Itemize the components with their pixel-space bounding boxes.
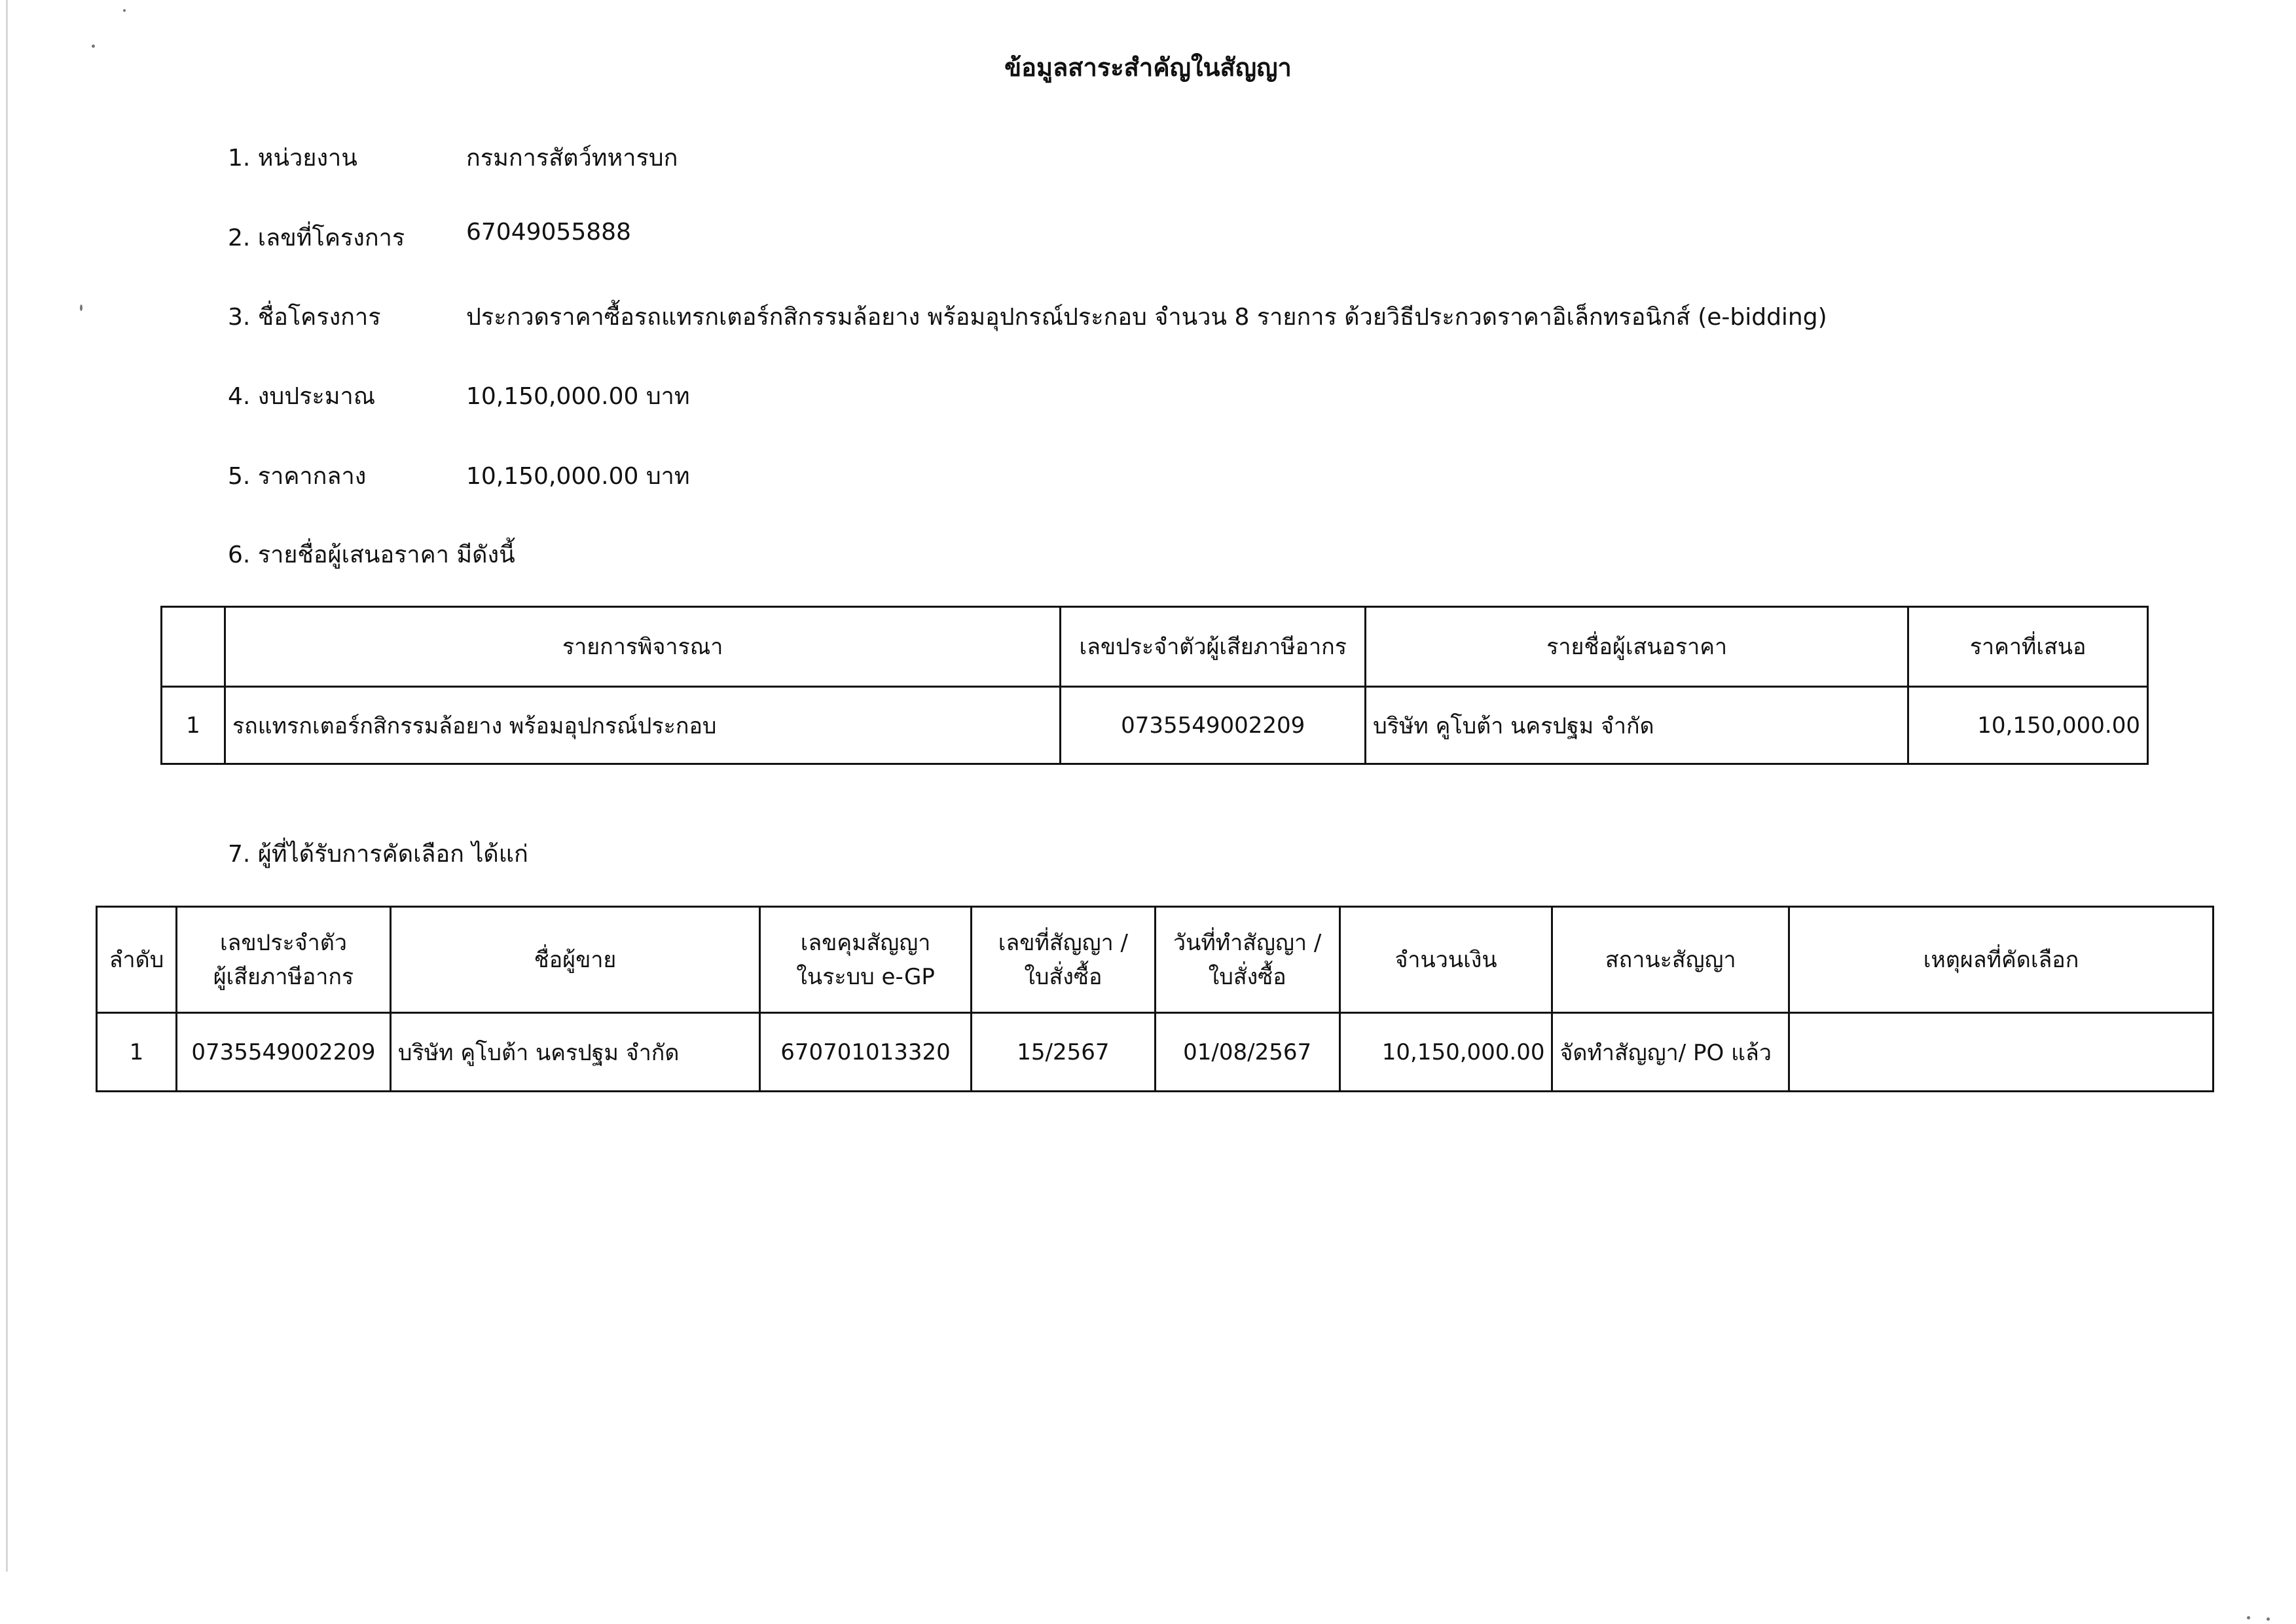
- bidders-table-header-row: [162, 607, 2148, 687]
- selected-vendor-header-row: [97, 907, 2214, 1013]
- vendor-cell-tax-id: 0735549002209: [176, 1013, 390, 1092]
- bidders-cell-index: 1: [162, 687, 225, 764]
- bidders-header-index: [162, 607, 225, 687]
- bidders-cell-tax-id: 0735549002209: [1061, 687, 1366, 764]
- field-label-project-number: 2. เลขที่โครงการ: [228, 225, 405, 251]
- table-row: [162, 687, 2148, 764]
- field-label-median-price: 5. ราคากลาง: [228, 463, 367, 490]
- scan-speck: [2247, 1616, 2250, 1619]
- bidders-header-item: รายการพิจารณา: [225, 607, 1060, 687]
- vendor-header-egp-number: เลขคุมสัญญา ในระบบ e-GP: [760, 907, 972, 1013]
- bidders-cell-offer-price: 10,150,000.00: [1908, 687, 2148, 764]
- bidders-header-offer-price: ราคาที่เสนอ: [1908, 607, 2148, 687]
- table-row: [97, 1013, 2214, 1092]
- vendor-header-seller-name: ชื่อผู้ขาย: [390, 907, 759, 1013]
- vendor-header-contract-date: วันที่ทำสัญญา / ใบสั่งซื้อ: [1155, 907, 1339, 1013]
- vendor-header-order: ลำดับ: [97, 907, 177, 1013]
- vendor-header-selection-reason: เหตุผลที่คัดเลือก: [1789, 907, 2214, 1013]
- section7-label: 7. ผู้ที่ได้รับการคัดเลือก ได้แก่: [228, 841, 528, 868]
- vendor-cell-contract-number: 15/2567: [971, 1013, 1155, 1092]
- bidders-table: [160, 606, 2149, 765]
- selected-vendor-table: [96, 906, 2214, 1092]
- vendor-header-amount: จำนวนเงิน: [1339, 907, 1552, 1013]
- vendor-cell-order: 1: [97, 1013, 177, 1092]
- scan-speck: [123, 9, 126, 12]
- field-value-project-name: ประกวดราคาซื้อรถแทรกเตอร์กสิกรรมล้อยาง พร้อมอุปกรณ์ประกอบ จำนวน 8 รายการ ด้วยวิธีประกวดราคาอิเล็กทรอนิกส์ (e-bidding): [466, 304, 1827, 331]
- vendor-cell-contract-date: 01/08/2567: [1155, 1013, 1339, 1092]
- bidders-cell-bidder-name: บริษัท คูโบต้า นครปฐม จำกัด: [1366, 687, 1908, 764]
- field-label-agency: 1. หน่วยงาน: [228, 145, 357, 172]
- field-label-project-name: 3. ชื่อโครงการ: [228, 304, 381, 331]
- scan-speck: [80, 304, 82, 311]
- bidders-header-bidder-name: รายชื่อผู้เสนอราคา: [1366, 607, 1908, 687]
- bidders-cell-item: รถแทรกเตอร์กสิกรรมล้อยาง พร้อมอุปกรณ์ประกอบ: [225, 687, 1060, 764]
- vendor-cell-amount: 10,150,000.00: [1339, 1013, 1552, 1092]
- vendor-cell-egp-number: 670701013320: [760, 1013, 972, 1092]
- vendor-cell-selection-reason: [1789, 1013, 2214, 1092]
- field-value-agency: กรมการสัตว์ทหารบก: [466, 145, 678, 172]
- vendor-cell-seller-name: บริษัท คูโบต้า นครปฐม จำกัด: [390, 1013, 759, 1092]
- scan-speck: [2267, 1617, 2270, 1621]
- vendor-header-tax-id: เลขประจำตัว ผู้เสียภาษีอากร: [176, 907, 390, 1013]
- bidders-header-tax-id: เลขประจำตัวผู้เสียภาษีอากร: [1061, 607, 1366, 687]
- scan-edge: [6, 0, 8, 1572]
- vendor-header-contract-number: เลขที่สัญญา / ใบสั่งซื้อ: [971, 907, 1155, 1013]
- field-value-budget: 10,150,000.00 บาท: [466, 383, 690, 410]
- vendor-header-contract-status: สถานะสัญญา: [1552, 907, 1789, 1013]
- document-title: ข้อมูลสาระสำคัญในสัญญา: [1004, 53, 1292, 82]
- field-label-budget: 4. งบประมาณ: [228, 383, 376, 410]
- field-value-median-price: 10,150,000.00 บาท: [466, 463, 690, 490]
- vendor-cell-contract-status: จัดทำสัญญา/ PO แล้ว: [1552, 1013, 1789, 1092]
- field-value-project-number: 67049055888: [466, 219, 631, 246]
- section6-label: 6. รายชื่อผู้เสนอราคา มีดังนี้: [228, 542, 515, 568]
